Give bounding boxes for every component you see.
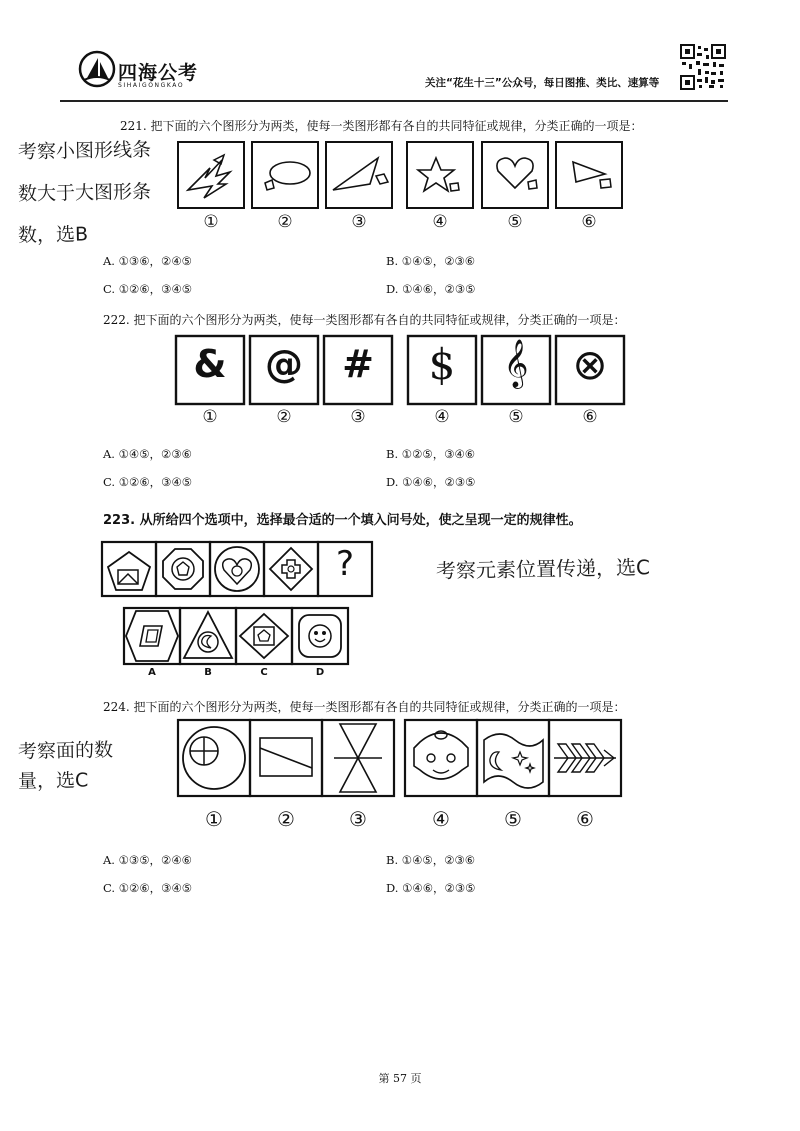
q221-option-a[interactable]: A. ①③⑥，②④⑤: [103, 254, 192, 268]
q221-option-b[interactable]: B. ①④⑤，②③⑥: [386, 254, 476, 268]
brand-subtitle: SIHAIGONGKAO: [118, 82, 185, 89]
q224-text: 224. 把下面的六个图形分为两类，使每一类图形都有各自的共同特征或规律，分类正确的一项是：: [103, 700, 626, 714]
q221-label-2: ②: [277, 212, 293, 232]
q222-label-6: ⑥: [582, 407, 598, 427]
q224-option-b[interactable]: B. ①④⑤，②③⑥: [386, 853, 476, 867]
q222-label-1: ①: [202, 407, 218, 427]
q223-note: 考察元素位置传递，选C: [435, 555, 651, 583]
q221-label-3: ③: [351, 212, 367, 232]
q222-option-c[interactable]: C. ①②⑥，③④⑤: [103, 475, 193, 489]
q221-label-5: ⑤: [507, 212, 523, 232]
q224-figure-1: [178, 720, 250, 796]
q221-label-4: ④: [432, 212, 448, 232]
page-number: 第 57 页: [378, 1072, 422, 1085]
q222-label-5: ⑤: [508, 407, 524, 427]
q222-label-2: ②: [276, 407, 292, 427]
q224-option-d[interactable]: D. ①④⑥，②③⑤: [386, 881, 476, 895]
q224-label-6: ⑥: [576, 807, 594, 831]
q222-symbol-1: &: [193, 342, 227, 386]
q222-option-a[interactable]: A. ①④⑤，②③⑥: [103, 447, 192, 461]
q223-option-b[interactable]: B: [204, 667, 212, 678]
q221-label-1: ①: [203, 212, 219, 232]
q224-option-c[interactable]: C. ①②⑥，③④⑤: [103, 881, 193, 895]
q222-option-d[interactable]: D. ①④⑥，②③⑤: [386, 475, 476, 489]
q222-symbol-4: $: [428, 340, 456, 389]
q224-label-1: ①: [205, 807, 223, 831]
q222-label-3: ③: [350, 407, 366, 427]
q221-note-line3: 数，选B: [17, 223, 89, 247]
q221-note-line1: 考察小图形线条: [17, 138, 152, 164]
q224-note-line2: 量，选C: [17, 769, 89, 793]
q224-option-a[interactable]: A. ①③⑤，②④⑥: [103, 853, 192, 867]
q224-label-3: ③: [349, 807, 367, 831]
brand-name: 四海公考: [118, 62, 199, 84]
q223-option-a[interactable]: A: [148, 667, 156, 678]
q223-option-c[interactable]: C: [260, 667, 268, 678]
q224-label-2: ②: [277, 807, 295, 831]
q223-text: 223. 从所给四个选项中，选择最合适的一个填入问号处，使之呈现一定的规律性。: [103, 513, 582, 528]
q223-question-mark: ?: [335, 544, 355, 584]
q224-note-line1: 考察面的数: [17, 739, 114, 763]
q221-text: 221. 把下面的六个图形分为两类，使每一类图形都有各自的共同特征或规律，分类正确的一项是：: [120, 119, 643, 133]
q222-symbol-6: ⊗: [572, 340, 608, 389]
q222-symbol-2: @: [265, 342, 303, 386]
q222-option-b[interactable]: B. ①②⑤，③④⑥: [386, 447, 476, 461]
q224-label-5: ⑤: [504, 807, 522, 831]
q221-option-c[interactable]: C. ①②⑥，③④⑤: [103, 282, 193, 296]
q222-symbol-5: 𝄞: [503, 338, 529, 387]
q223-option-d[interactable]: D: [315, 667, 325, 678]
q221-note-line2: 数大于大图形条: [17, 180, 152, 206]
header-tagline: 关注“花生十三”公众号，每日图推、类比、速算等: [425, 77, 660, 89]
q222-text: 222. 把下面的六个图形分为两类，使每一类图形都有各自的共同特征或规律，分类正确的一项是：: [103, 313, 626, 327]
q222-label-4: ④: [434, 407, 450, 427]
q224-label-4: ④: [432, 807, 450, 831]
q222-symbol-3: #: [342, 342, 374, 386]
q221-option-d[interactable]: D. ①④⑥，②③⑤: [386, 282, 476, 296]
q221-label-6: ⑥: [581, 212, 597, 232]
